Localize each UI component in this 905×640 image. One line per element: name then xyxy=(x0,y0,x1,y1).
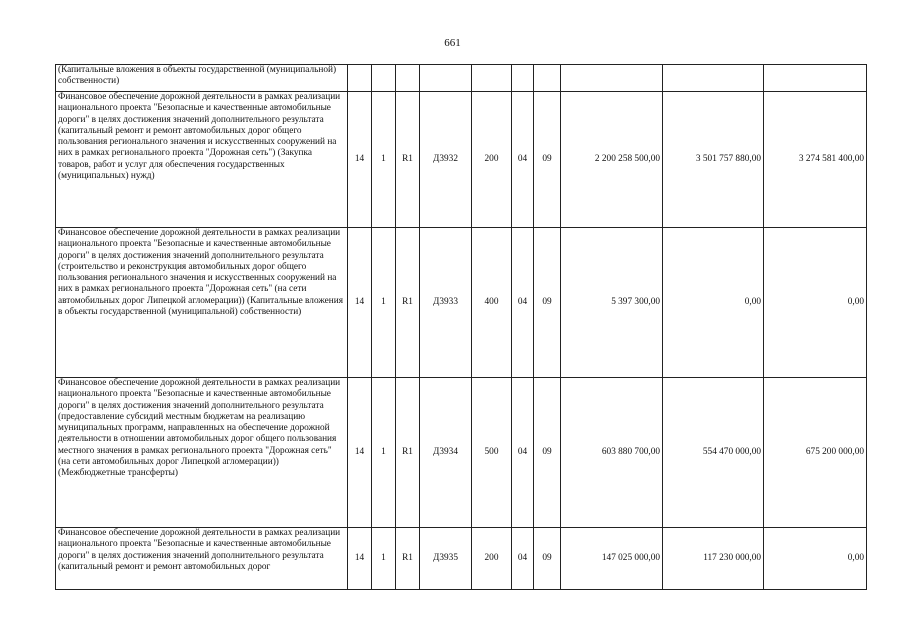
cell-direction: Д3932 xyxy=(420,92,472,228)
cell-amount-year1: 5 397 300,00 xyxy=(561,228,663,378)
cell-section: 04 xyxy=(512,92,534,228)
cell-subprogram xyxy=(372,65,396,92)
cell-amount-year3: 3 274 581 400,00 xyxy=(764,92,867,228)
table-row xyxy=(56,92,867,228)
cell-amount-year2 xyxy=(663,65,764,92)
cell-program xyxy=(348,65,372,92)
row-description: Финансовое обеспечение дорожной деятельности в рамках реализации национального проекта "Безопасные и качественные автомобильные дороги" в целях достижения значений дополнительного результата (капитальный ремонт и ремонт автомобильных дорог xyxy=(56,528,348,590)
budget-table xyxy=(55,64,867,590)
cell-amount-year1: 147 025 000,00 xyxy=(561,528,663,590)
cell-subprogram: 1 xyxy=(372,378,396,528)
cell-direction: Д3934 xyxy=(420,378,472,528)
cell-expense-type: 200 xyxy=(472,92,512,228)
cell-amount-year1 xyxy=(561,65,663,92)
cell-subsection xyxy=(534,65,561,92)
cell-subsection: 09 xyxy=(534,528,561,590)
row-description: Финансовое обеспечение дорожной деятельности в рамках реализации национального проекта "Безопасные и качественные автомобильные дороги" в целях достижения значений дополнительного результата (капитальный ремонт и ремонт автомобильных дорог общего пользования регионального значения и искусственных сооружений на них в рамках регионального проекта "Дорожная сеть") (Закупка товаров, работ и услуг для обеспечения государственных (муниципальных) нужд) xyxy=(56,92,348,228)
row-description: Финансовое обеспечение дорожной деятельности в рамках реализации национального проекта "Безопасные и качественные автомобильные дороги" в целях достижения значений дополнительного результата (строительство и реконструкция автомобильных дорог общего пользования регионального значения и искусственных сооружений на них в рамках регионального проекта "Дорожная сеть" (на сети автомобильных дорог Липецкой агломерации)) (Капитальные вложения в объекты государственной (муниципальной) собственности) xyxy=(56,228,348,378)
cell-expense-type xyxy=(472,65,512,92)
cell-amount-year1: 603 880 700,00 xyxy=(561,378,663,528)
table-row xyxy=(56,528,867,590)
cell-subprogram: 1 xyxy=(372,92,396,228)
table-row xyxy=(56,65,867,92)
cell-project: R1 xyxy=(396,92,420,228)
cell-section xyxy=(512,65,534,92)
cell-project: R1 xyxy=(396,378,420,528)
cell-project: R1 xyxy=(396,228,420,378)
cell-expense-type: 500 xyxy=(472,378,512,528)
cell-program: 14 xyxy=(348,228,372,378)
cell-expense-type: 200 xyxy=(472,528,512,590)
cell-amount-year3: 675 200 000,00 xyxy=(764,378,867,528)
cell-section: 04 xyxy=(512,228,534,378)
cell-amount-year3: 0,00 xyxy=(764,528,867,590)
cell-direction: Д3935 xyxy=(420,528,472,590)
cell-direction xyxy=(420,65,472,92)
cell-expense-type: 400 xyxy=(472,228,512,378)
cell-amount-year1: 2 200 258 500,00 xyxy=(561,92,663,228)
cell-subprogram: 1 xyxy=(372,528,396,590)
cell-section: 04 xyxy=(512,378,534,528)
cell-subsection: 09 xyxy=(534,378,561,528)
cell-section: 04 xyxy=(512,528,534,590)
page-number: 661 xyxy=(444,37,461,49)
cell-amount-year2: 554 470 000,00 xyxy=(663,378,764,528)
cell-project: R1 xyxy=(396,528,420,590)
row-description: Финансовое обеспечение дорожной деятельности в рамках реализации национального проекта "Безопасные и качественные автомобильные дороги" в целях достижения значений дополнительного результата (предоставление субсидий местным бюджетам на реализацию муниципальных программ, направленных на обеспечение дорожной деятельности в отношении автомобильных дорог общего пользования местного значения в рамках регионального проекта "Дорожная сеть" (на сети автомобильных дорог Липецкой агломерации)) (Межбюджетные трансферты) xyxy=(56,378,348,528)
cell-amount-year2: 3 501 757 880,00 xyxy=(663,92,764,228)
cell-program: 14 xyxy=(348,528,372,590)
cell-direction: Д3933 xyxy=(420,228,472,378)
cell-amount-year2: 0,00 xyxy=(663,228,764,378)
cell-subprogram: 1 xyxy=(372,228,396,378)
cell-program: 14 xyxy=(348,92,372,228)
cell-project xyxy=(396,65,420,92)
table-row xyxy=(56,228,867,378)
cell-subsection: 09 xyxy=(534,228,561,378)
cell-program: 14 xyxy=(348,378,372,528)
cell-subsection: 09 xyxy=(534,92,561,228)
cell-amount-year3 xyxy=(764,65,867,92)
table-row xyxy=(56,378,867,528)
cell-amount-year3: 0,00 xyxy=(764,228,867,378)
row-description: (Капитальные вложения в объекты государственной (муниципальной) собственности) xyxy=(56,65,348,92)
cell-amount-year2: 117 230 000,00 xyxy=(663,528,764,590)
